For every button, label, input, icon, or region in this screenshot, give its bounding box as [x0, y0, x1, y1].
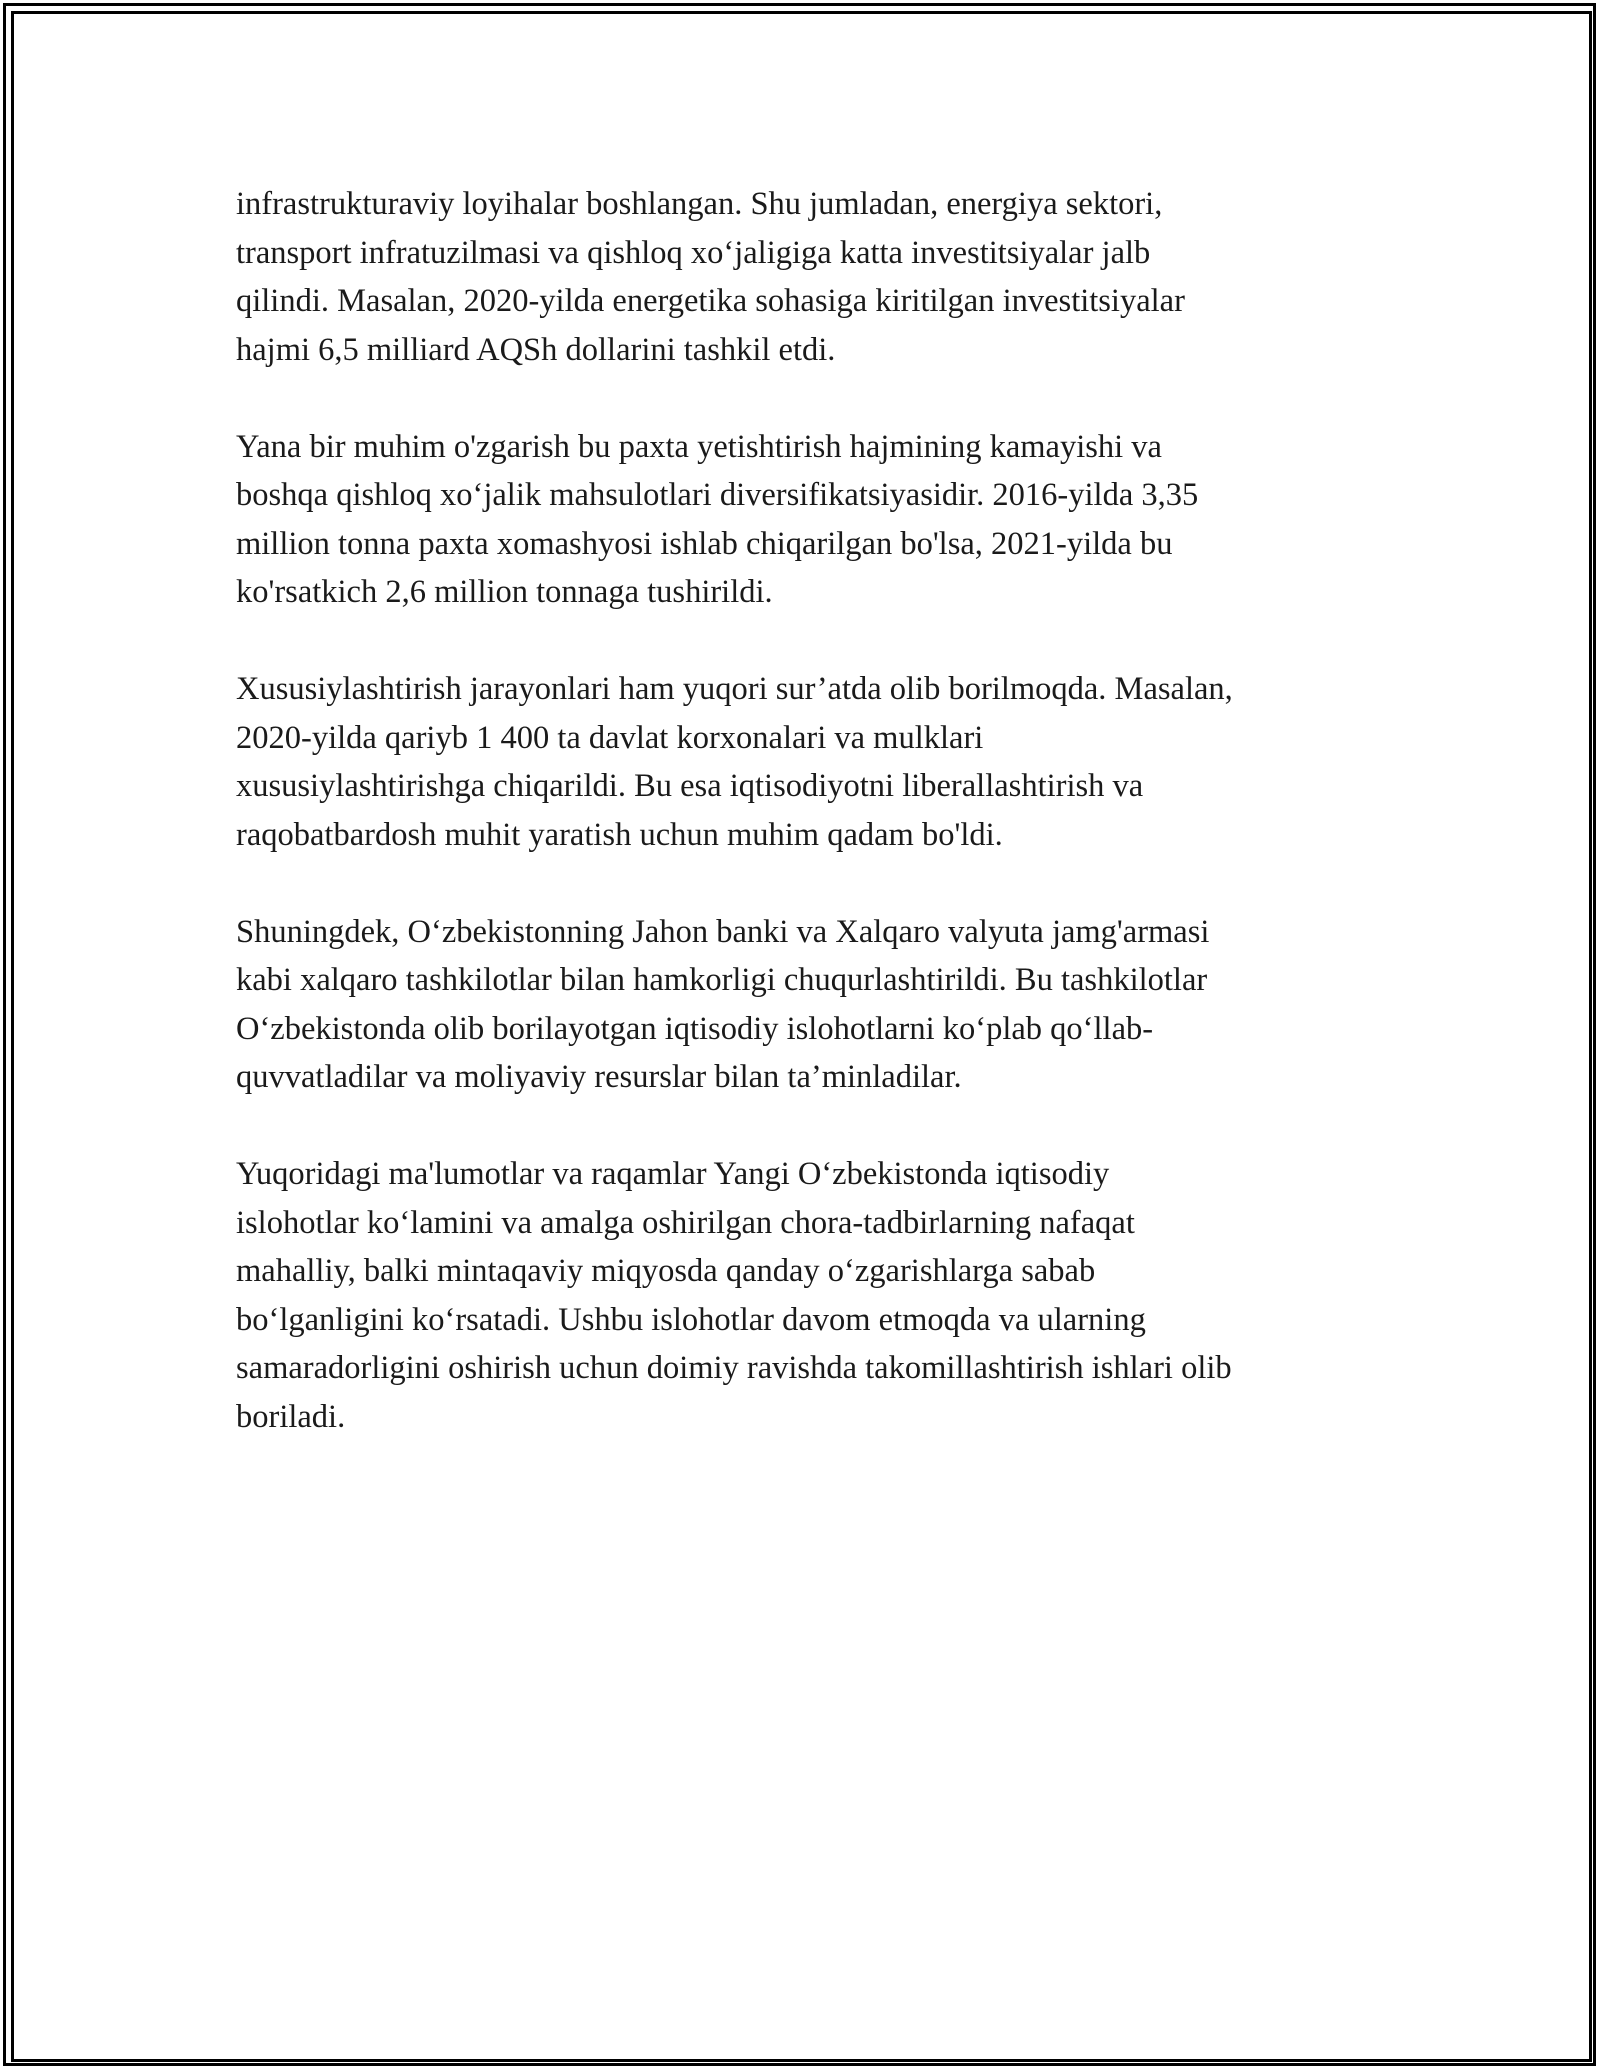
text-line: ko'rsatkich 2,6 million tonnaga tushirildi.: [236, 574, 773, 610]
text-line: raqobatbardosh muhit yaratish uchun muhim qadam bo'ldi.: [236, 816, 1003, 853]
text-line: boshqa qishloq xo‘jalik mahsulotlari diversifikatsiyasidir. 2016-yilda 3,35: [236, 477, 1199, 513]
text-line: boriladi.: [236, 1398, 346, 1435]
text-line: quvvatladilar va moliyaviy resurslar bilan ta’minladilar.: [236, 1059, 962, 1095]
text-line: xususiylashtirishga chiqarildi. Bu esa iqtisodiyotni liberallashtirish va: [236, 768, 1144, 804]
text-line: O‘zbekistonda olib borilayotgan iqtisodiy islohotlarni ko‘plab qo‘llab-: [236, 1010, 1154, 1047]
document-body: [236, 180, 1376, 1490]
paragraph-privatization: [236, 665, 1376, 859]
text-line: islohotlar ko‘lamini va amalga oshirilgan chora-tadbirlarning nafaqat: [236, 1204, 1135, 1241]
text-line: mahalliy, balki mintaqaviy miqyosda qanday o‘zgarishlarga sabab: [236, 1253, 1096, 1289]
text-line: transport infratuzilmasi va qishloq xo‘jaligiga katta investitsiyalar jalb: [236, 234, 1151, 271]
text-line: million tonna paxta xomashyosi ishlab chiqarilgan bo'lsa, 2021-yilda bu: [236, 525, 1173, 562]
text-line: 2020-yilda qariyb 1 400 ta davlat korxonalari va mulklari: [236, 719, 984, 756]
text-line: infrastrukturaviy loyihalar boshlangan. Shu jumladan, energiya sektori,: [236, 186, 1163, 222]
text-line: samaradorligini oshirish uchun doimiy ravishda takomillashtirish ishlari olib: [236, 1350, 1232, 1386]
paragraph-conclusion: [236, 1150, 1376, 1441]
text-line: hajmi 6,5 milliard AQSh dollarini tashkil etdi.: [236, 331, 836, 368]
text-line: Shuningdek, O‘zbekistonning Jahon banki va Xalqaro valyuta jamg'armasi: [236, 913, 1210, 950]
paragraph-investments: [236, 180, 1376, 374]
paragraph-cooperation: [236, 908, 1376, 1102]
text-line: Yuqoridagi ma'lumotlar va raqamlar Yangi O‘zbekistonda iqtisodiy: [236, 1156, 1110, 1192]
text-line: kabi xalqaro tashkilotlar bilan hamkorligi chuqurlashtirildi. Bu tashkilotlar: [236, 962, 1208, 998]
text-line: bo‘lganligini ko‘rsatadi. Ushbu islohotlar davom etmoqda va ularning: [236, 1301, 1146, 1338]
text-line: qilindi. Masalan, 2020-yilda energetika sohasiga kiritilgan investitsiyalar: [236, 283, 1185, 319]
paragraph-cotton: [236, 423, 1376, 617]
text-line: Yana bir muhim o'zgarish bu paxta yetishtirish hajmining kamayishi va: [236, 428, 1162, 465]
text-line: Xususiylashtirish jarayonlari ham yuqori sur’atda olib borilmoqda. Masalan,: [236, 671, 1233, 707]
